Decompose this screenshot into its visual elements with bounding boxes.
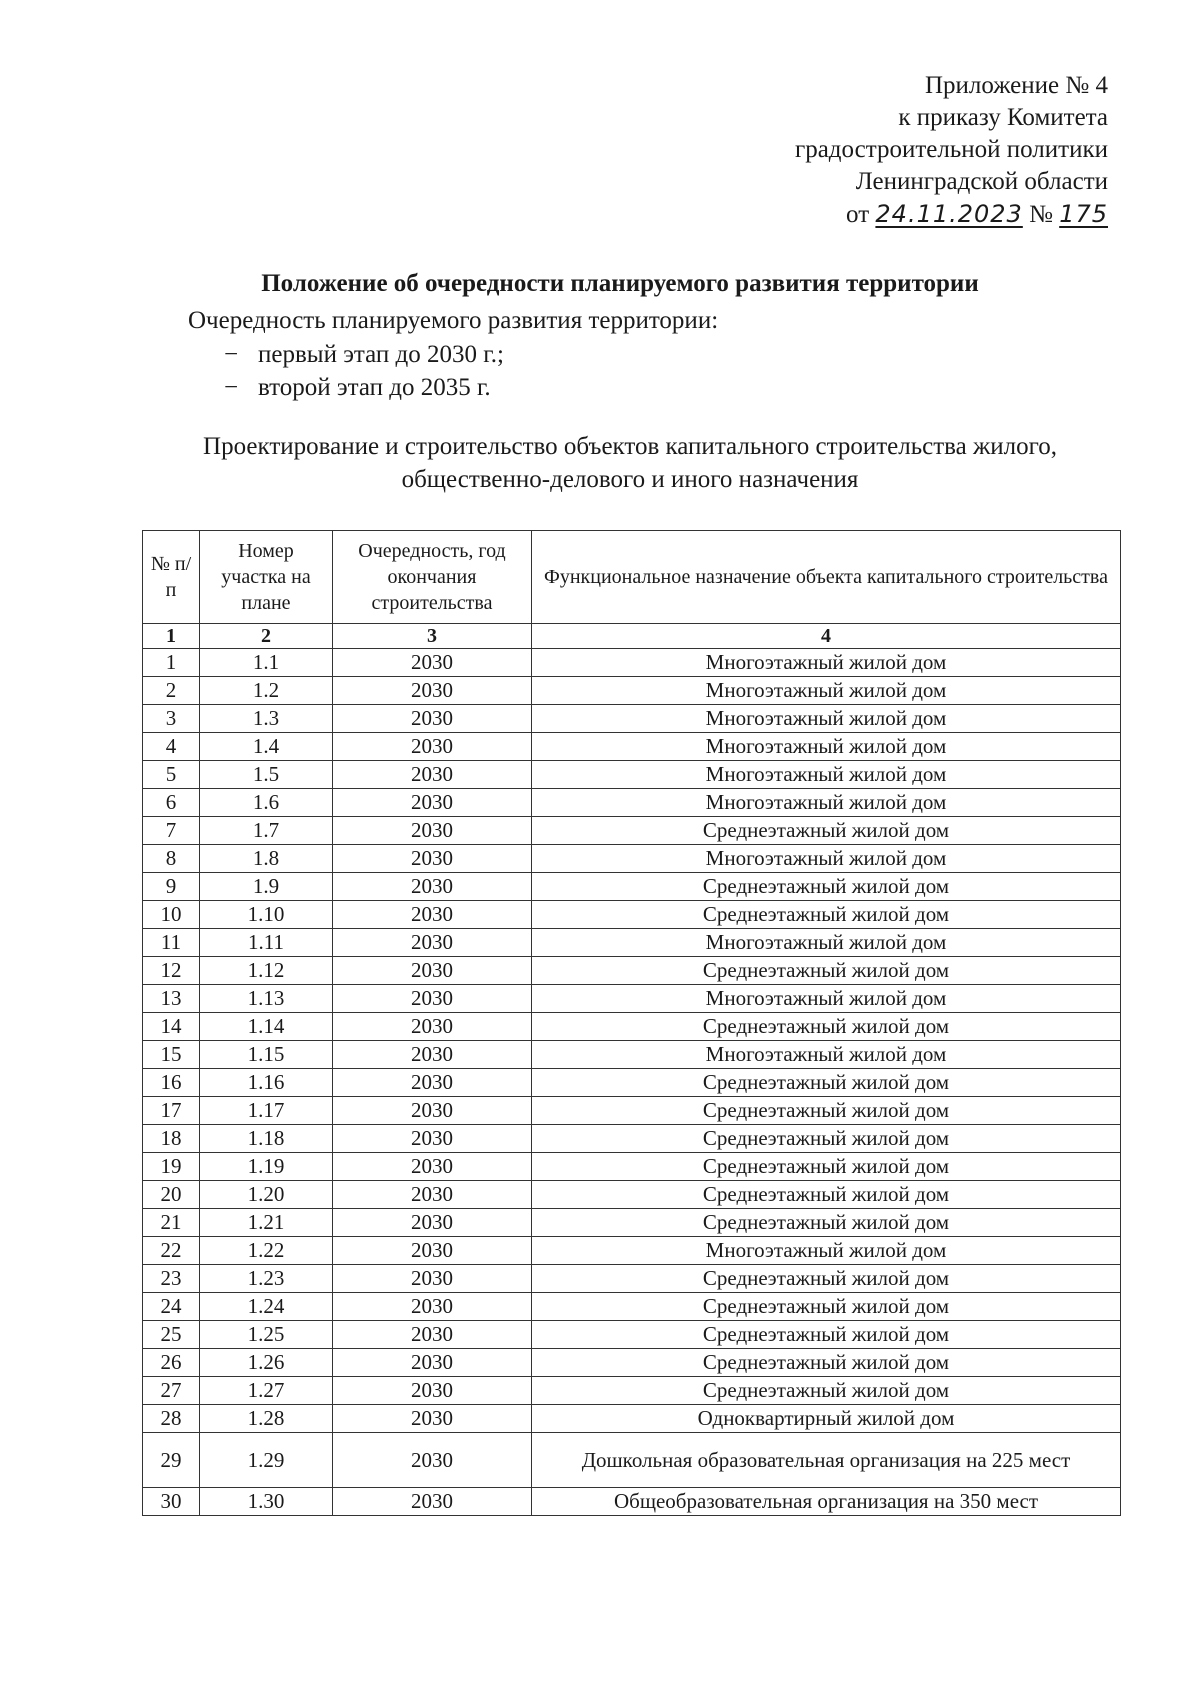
header-cell-plot: Номер участка на плане: [200, 531, 333, 624]
cell-purpose: Среднеэтажный жилой дом: [532, 901, 1121, 929]
cell-plot-number: 1.30: [200, 1488, 333, 1516]
table-header-row: [143, 531, 1121, 624]
table-row: [143, 1488, 1121, 1516]
cell-row-number: 9: [143, 873, 200, 901]
table-row: [143, 1013, 1121, 1041]
order-reference: к приказу Комитета: [898, 104, 1108, 131]
table-row: [143, 1377, 1121, 1405]
cell-row-number: 19: [143, 1153, 200, 1181]
stages-list: [224, 338, 504, 404]
intro-text: Очередность планируемого развития территории:: [188, 307, 719, 334]
column-number-row: [143, 624, 1121, 649]
cell-purpose: Среднеэтажный жилой дом: [532, 1013, 1121, 1041]
table-row: [143, 705, 1121, 733]
cell-year: 2030: [333, 1209, 532, 1237]
table-row: [143, 1405, 1121, 1433]
cell-row-number: 28: [143, 1405, 200, 1433]
table-row: [143, 1237, 1121, 1265]
table-body: [143, 649, 1121, 1516]
cell-row-number: 3: [143, 705, 200, 733]
cell-plot-number: 1.20: [200, 1181, 333, 1209]
table-row: [143, 1181, 1121, 1209]
stage-item-text: второй этап до 2035 г.: [258, 374, 491, 401]
cell-year: 2030: [333, 1181, 532, 1209]
cell-plot-number: 1.27: [200, 1377, 333, 1405]
cell-row-number: 30: [143, 1488, 200, 1516]
date-prefix: от: [846, 201, 870, 228]
cell-plot-number: 1.22: [200, 1237, 333, 1265]
cell-plot-number: 1.9: [200, 873, 333, 901]
cell-year: 2030: [333, 1041, 532, 1069]
cell-purpose: Среднеэтажный жилой дом: [532, 1377, 1121, 1405]
table-row: [143, 817, 1121, 845]
header-cell-purpose: Функциональное назначение объекта капитального строительства: [532, 531, 1121, 624]
cell-year: 2030: [333, 1097, 532, 1125]
cell-year: 2030: [333, 929, 532, 957]
cell-purpose: Среднеэтажный жилой дом: [532, 1069, 1121, 1097]
table-row: [143, 1153, 1121, 1181]
header-cell-year: Очередность, год окончания строительства: [333, 531, 532, 624]
cell-purpose: Среднеэтажный жилой дом: [532, 1125, 1121, 1153]
cell-row-number: 29: [143, 1433, 200, 1488]
cell-row-number: 22: [143, 1237, 200, 1265]
cell-row-number: 6: [143, 789, 200, 817]
cell-row-number: 8: [143, 845, 200, 873]
table-row: [143, 873, 1121, 901]
cell-plot-number: 1.6: [200, 789, 333, 817]
cell-year: 2030: [333, 1237, 532, 1265]
stage-item: [224, 371, 504, 404]
cell-year: 2030: [333, 1349, 532, 1377]
cell-purpose: Дошкольная образовательная организация на 225 мест: [532, 1433, 1121, 1488]
document-header: [608, 70, 1108, 231]
cell-row-number: 20: [143, 1181, 200, 1209]
cell-purpose: Многоэтажный жилой дом: [532, 1041, 1121, 1069]
cell-plot-number: 1.24: [200, 1293, 333, 1321]
table-row: [143, 789, 1121, 817]
number-prefix: №: [1029, 201, 1053, 228]
cell-row-number: 10: [143, 901, 200, 929]
header-cell-number: № п/п: [143, 531, 200, 624]
cell-row-number: 12: [143, 957, 200, 985]
table-row: [143, 677, 1121, 705]
cell-plot-number: 1.7: [200, 817, 333, 845]
cell-row-number: 2: [143, 677, 200, 705]
cell-purpose: Среднеэтажный жилой дом: [532, 873, 1121, 901]
table-row: [143, 733, 1121, 761]
cell-row-number: 7: [143, 817, 200, 845]
column-number: 2: [200, 624, 333, 649]
cell-purpose: Многоэтажный жилой дом: [532, 761, 1121, 789]
cell-plot-number: 1.21: [200, 1209, 333, 1237]
cell-year: 2030: [333, 705, 532, 733]
cell-year: 2030: [333, 1125, 532, 1153]
cell-purpose: Среднеэтажный жилой дом: [532, 1349, 1121, 1377]
table-row: [143, 1069, 1121, 1097]
cell-purpose: Одноквартирный жилой дом: [532, 1405, 1121, 1433]
table-row: [143, 1293, 1121, 1321]
cell-row-number: 14: [143, 1013, 200, 1041]
cell-plot-number: 1.11: [200, 929, 333, 957]
cell-plot-number: 1.5: [200, 761, 333, 789]
cell-purpose: Многоэтажный жилой дом: [532, 845, 1121, 873]
cell-plot-number: 1.19: [200, 1153, 333, 1181]
order-date-line: [608, 198, 1108, 231]
cell-plot-number: 1.10: [200, 901, 333, 929]
cell-row-number: 5: [143, 761, 200, 789]
table-row: [143, 901, 1121, 929]
cell-row-number: 24: [143, 1293, 200, 1321]
cell-row-number: 4: [143, 733, 200, 761]
cell-purpose: Среднеэтажный жилой дом: [532, 1097, 1121, 1125]
appendix-number: Приложение № 4: [924, 72, 1108, 99]
stage-item-text: первый этап до 2030 г.;: [258, 341, 504, 368]
cell-plot-number: 1.14: [200, 1013, 333, 1041]
cell-plot-number: 1.25: [200, 1321, 333, 1349]
cell-plot-number: 1.2: [200, 677, 333, 705]
cell-year: 2030: [333, 1293, 532, 1321]
cell-purpose: Среднеэтажный жилой дом: [532, 1265, 1121, 1293]
cell-plot-number: 1.3: [200, 705, 333, 733]
cell-plot-number: 1.23: [200, 1265, 333, 1293]
cell-row-number: 1: [143, 649, 200, 677]
cell-purpose: Многоэтажный жилой дом: [532, 1237, 1121, 1265]
cell-row-number: 11: [143, 929, 200, 957]
cell-year: 2030: [333, 1433, 532, 1488]
cell-purpose: Многоэтажный жилой дом: [532, 649, 1121, 677]
cell-year: 2030: [333, 677, 532, 705]
order-number: 175: [1059, 200, 1108, 228]
cell-year: 2030: [333, 1321, 532, 1349]
cell-year: 2030: [333, 817, 532, 845]
cell-plot-number: 1.16: [200, 1069, 333, 1097]
column-number: 3: [333, 624, 532, 649]
table-row: [143, 929, 1121, 957]
stage-item: [224, 338, 504, 371]
cell-year: 2030: [333, 1069, 532, 1097]
cell-row-number: 16: [143, 1069, 200, 1097]
committee-name: градостроительной политики: [794, 136, 1108, 163]
column-number: 1: [143, 624, 200, 649]
cell-row-number: 15: [143, 1041, 200, 1069]
cell-purpose: Среднеэтажный жилой дом: [532, 817, 1121, 845]
list-dash: −: [224, 374, 239, 401]
cell-year: 2030: [333, 985, 532, 1013]
development-table: [142, 530, 1121, 1516]
cell-row-number: 26: [143, 1349, 200, 1377]
section-subtitle: Проектирование и строительство объектов капитального строительства жилого, общественно-делового и иного назначения: [203, 433, 1057, 493]
table-row: [143, 761, 1121, 789]
cell-year: 2030: [333, 873, 532, 901]
cell-year: 2030: [333, 957, 532, 985]
cell-year: 2030: [333, 649, 532, 677]
cell-plot-number: 1.29: [200, 1433, 333, 1488]
cell-row-number: 18: [143, 1125, 200, 1153]
table-row: [143, 1041, 1121, 1069]
cell-plot-number: 1.4: [200, 733, 333, 761]
region-name: Ленинградской области: [855, 168, 1108, 195]
cell-purpose: Среднеэтажный жилой дом: [532, 1153, 1121, 1181]
cell-year: 2030: [333, 1405, 532, 1433]
cell-purpose: Многоэтажный жилой дом: [532, 705, 1121, 733]
table-row: [143, 649, 1121, 677]
table-row: [143, 1265, 1121, 1293]
cell-plot-number: 1.12: [200, 957, 333, 985]
cell-purpose: Многоэтажный жилой дом: [532, 677, 1121, 705]
column-number: 4: [532, 624, 1121, 649]
cell-purpose: Многоэтажный жилой дом: [532, 985, 1121, 1013]
cell-plot-number: 1.17: [200, 1097, 333, 1125]
cell-plot-number: 1.8: [200, 845, 333, 873]
cell-purpose: Многоэтажный жилой дом: [532, 733, 1121, 761]
cell-purpose: Среднеэтажный жилой дом: [532, 1321, 1121, 1349]
cell-plot-number: 1.1: [200, 649, 333, 677]
table-row: [143, 957, 1121, 985]
cell-year: 2030: [333, 1488, 532, 1516]
cell-purpose: Среднеэтажный жилой дом: [532, 1181, 1121, 1209]
table-row: [143, 1097, 1121, 1125]
cell-purpose: Среднеэтажный жилой дом: [532, 1293, 1121, 1321]
cell-year: 2030: [333, 1377, 532, 1405]
cell-plot-number: 1.13: [200, 985, 333, 1013]
cell-year: 2030: [333, 761, 532, 789]
table-row: [143, 985, 1121, 1013]
cell-purpose: Среднеэтажный жилой дом: [532, 957, 1121, 985]
cell-year: 2030: [333, 1013, 532, 1041]
cell-purpose: Многоэтажный жилой дом: [532, 929, 1121, 957]
table-row: [143, 1349, 1121, 1377]
list-dash: −: [224, 341, 239, 368]
cell-plot-number: 1.18: [200, 1125, 333, 1153]
cell-year: 2030: [333, 1265, 532, 1293]
cell-row-number: 17: [143, 1097, 200, 1125]
table-row: [143, 1321, 1121, 1349]
cell-purpose: Общеобразовательная организация на 350 мест: [532, 1488, 1121, 1516]
cell-plot-number: 1.15: [200, 1041, 333, 1069]
cell-year: 2030: [333, 901, 532, 929]
cell-purpose: Среднеэтажный жилой дом: [532, 1209, 1121, 1237]
cell-row-number: 21: [143, 1209, 200, 1237]
cell-year: 2030: [333, 789, 532, 817]
cell-year: 2030: [333, 733, 532, 761]
cell-row-number: 27: [143, 1377, 200, 1405]
cell-purpose: Многоэтажный жилой дом: [532, 789, 1121, 817]
table-row: [143, 845, 1121, 873]
cell-year: 2030: [333, 1153, 532, 1181]
cell-row-number: 25: [143, 1321, 200, 1349]
cell-plot-number: 1.26: [200, 1349, 333, 1377]
cell-row-number: 13: [143, 985, 200, 1013]
table-row: [143, 1125, 1121, 1153]
table-row: [143, 1209, 1121, 1237]
cell-plot-number: 1.28: [200, 1405, 333, 1433]
cell-year: 2030: [333, 845, 532, 873]
cell-row-number: 23: [143, 1265, 200, 1293]
order-date: 24.11.2023: [875, 200, 1023, 228]
document-title: Положение об очередности планируемого развития территории: [261, 270, 979, 297]
table-row: [143, 1433, 1121, 1488]
